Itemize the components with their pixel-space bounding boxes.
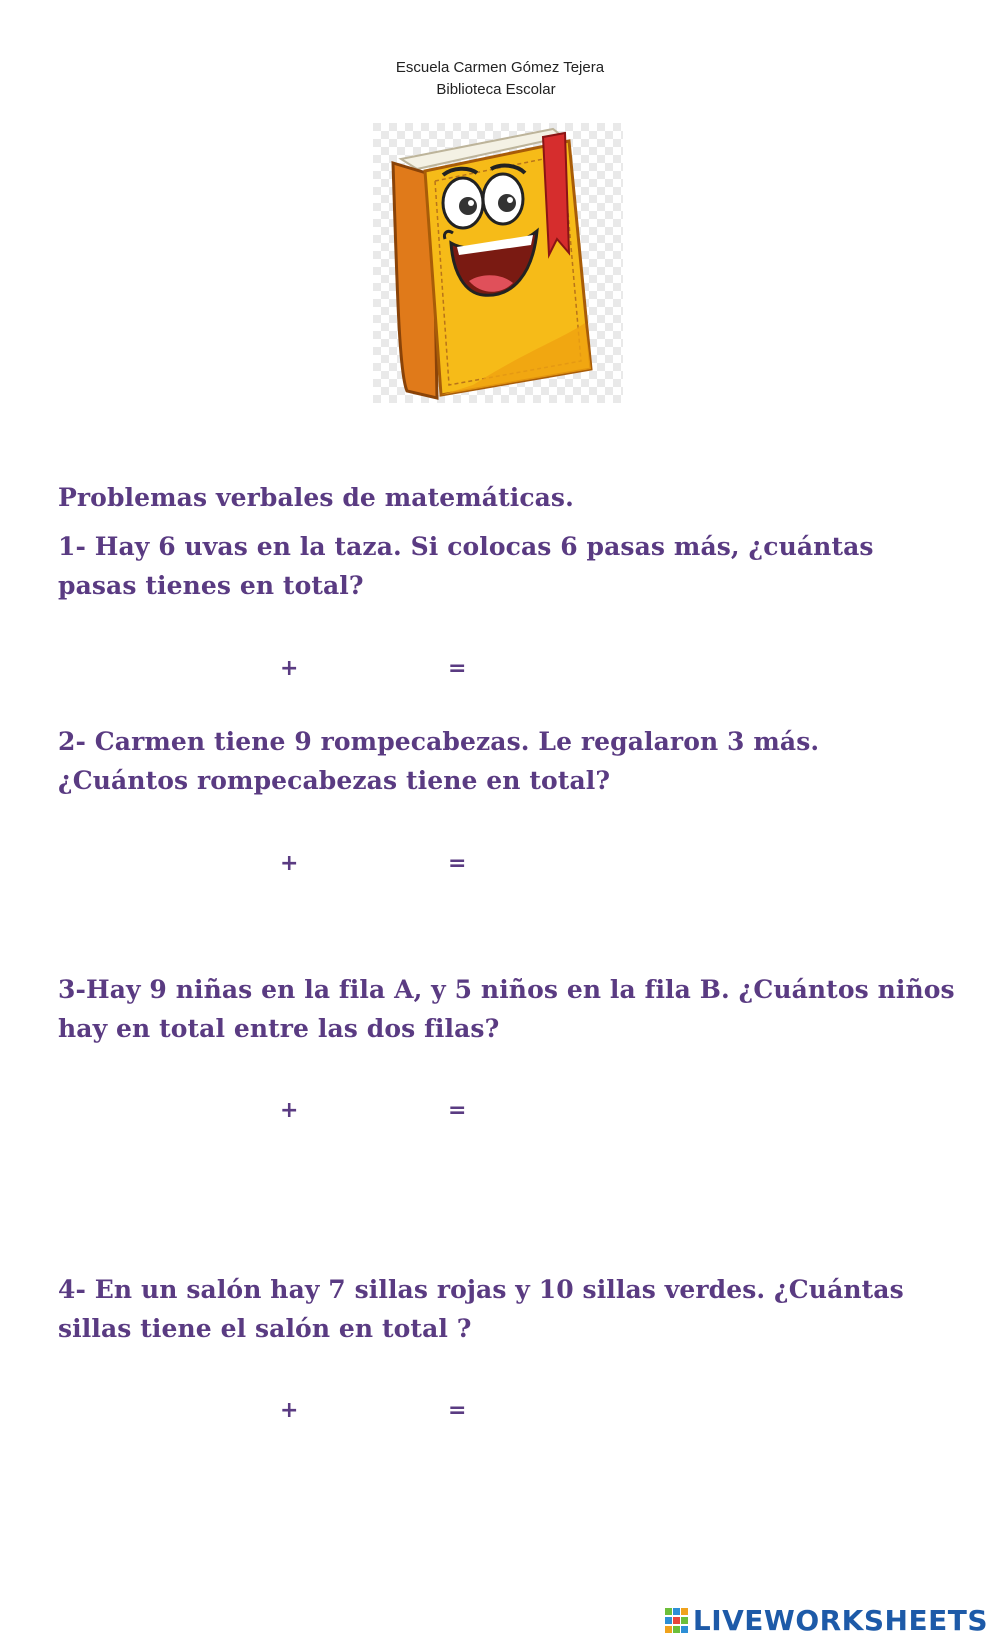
liveworksheets-logo — [665, 1604, 988, 1637]
question-2: 2- Carmen tiene 9 rompecabezas. Le regalaron 3 más. ¿Cuántos rompecabezas tiene en total? — [58, 727, 820, 795]
plus-sign-2: + — [280, 851, 299, 876]
school-name: Escuela Carmen Gómez Tejera — [395, 59, 605, 76]
equals-sign-1: = — [448, 656, 467, 681]
equals-sign-2: = — [448, 851, 467, 876]
question-4: 4- En un salón hay 7 sillas rojas y 10 sillas verdes. ¿Cuántas sillas tiene el salón en total ? — [58, 1275, 904, 1343]
question-3: 3-Hay 9 niñas en la fila A, y 5 niños en la fila B. ¿Cuántos niños hay en total entre las dos filas? — [58, 975, 955, 1043]
brand-name: LIVEWORKSHEETS — [692, 1604, 988, 1637]
question-1: 1- Hay 6 uvas en la taza. Si colocas 6 pasas más, ¿cuántas pasas tienes en total? — [58, 532, 874, 600]
liveworksheets-logo-icon — [665, 1608, 689, 1634]
equals-sign-3: = — [448, 1098, 467, 1123]
worksheet-heading: Problemas verbales de matemáticas. — [58, 483, 574, 512]
equals-sign-4: = — [448, 1398, 467, 1423]
library-name: Biblioteca Escolar — [436, 81, 556, 98]
plus-sign-3: + — [280, 1098, 299, 1123]
plus-sign-1: + — [280, 656, 299, 681]
plus-sign-4: + — [280, 1398, 299, 1423]
smiling-book-icon — [373, 123, 623, 403]
